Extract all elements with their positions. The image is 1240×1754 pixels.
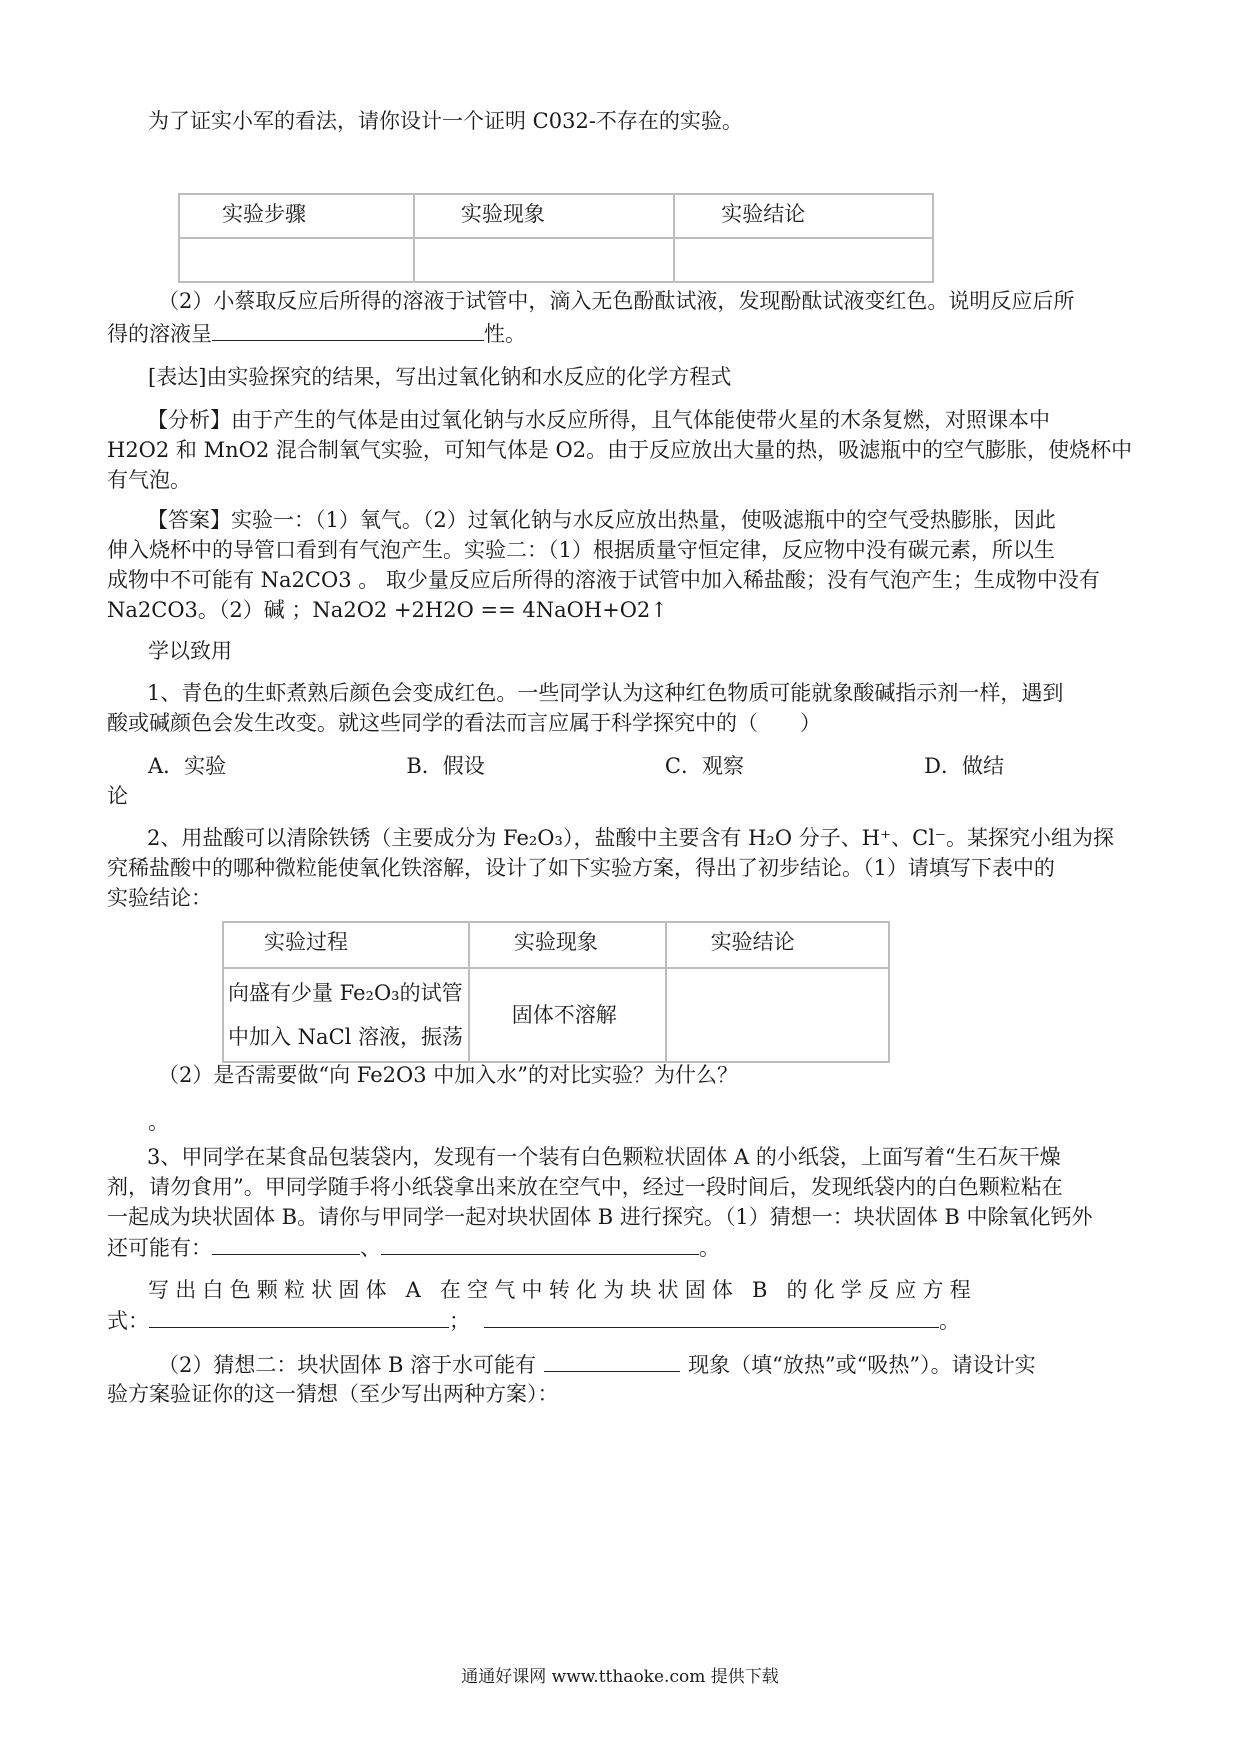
answer-blank-substance-1[interactable] xyxy=(212,1232,360,1255)
analysis-line1: 【分析】由于产生的气体是由过氧化钠与水反应所得，且气体能使带火星的木条复燃，对照课本中 xyxy=(147,408,1050,432)
q2b-line2: 究稀盐酸中的哪种微粒能使氧化铁溶解，设计了如下实验方案，得出了初步结论。（1）请填写下表中的 xyxy=(107,856,1055,880)
table2-cell-conclusion[interactable] xyxy=(666,968,889,1062)
q3-line3: 一起成为块状固体 B。请你与甲同学一起对块状固体 B 进行探究。（1）猜想一：块状固体 B 中除氧化钙外 xyxy=(107,1205,1093,1229)
q3-line7 xyxy=(158,1349,1036,1380)
q3-line8: 验方案验证你的这一猜想（至少写出两种方案）： xyxy=(107,1382,559,1406)
q3-line4-prefix: 还可能有： xyxy=(107,1236,212,1260)
q2b-line3: 实验结论： xyxy=(107,886,212,910)
table1-header-phenomenon: 实验现象 xyxy=(414,194,674,238)
q3-line4-end: 。 xyxy=(699,1236,720,1260)
q3-line6-sep: ； xyxy=(449,1309,470,1333)
q3-line4-sep: 、 xyxy=(360,1236,381,1260)
q1-option-c[interactable]: C．观察 xyxy=(664,754,744,778)
table1-cell-phenomenon[interactable] xyxy=(414,238,674,282)
q1-option-d-wrap: 论 xyxy=(107,784,128,808)
q1-option-d[interactable]: D．做结 xyxy=(924,754,1004,778)
q2-line1: （2）小蔡取反应后所得的溶液于试管中，滴入无色酚酞试液，发现酚酞试液变红色。说明反应后所 xyxy=(158,289,1075,313)
table2-header-phenomenon: 实验现象 xyxy=(469,922,666,968)
footer-text: 通通好课网 www.tthaoke.com 提供下载 xyxy=(461,1667,779,1687)
table2-header-conclusion: 实验结论 xyxy=(666,922,889,968)
express-text: [表达]由实验探究的结果，写出过氧化钠和水反应的化学方程式 xyxy=(148,365,732,389)
q3-line4 xyxy=(107,1232,720,1263)
q2b-sub2: （2）是否需要做“向 Fe2O3 中加入水”的对比实验？为什么？ xyxy=(158,1063,738,1087)
q3-line2: 剂，请勿食用”。甲同学随手将小纸袋拿出来放在空气中，经过一段时间后，发现纸袋内的白色颗粒粘在 xyxy=(107,1175,1063,1199)
q2b-line1: 2、用盐酸可以清除铁锈（主要成分为 Fe₂O₃），盐酸中主要含有 H₂O 分子、H⁺、Cl⁻。某探究小组为探 xyxy=(147,826,1115,850)
answer-line4: Na2CO3。（2）碱 ；Na2O2 +2H2O == 4NaOH+O2↑ xyxy=(107,598,668,622)
answer-blank-solution-nature[interactable] xyxy=(212,318,484,341)
q2b-answer-blank-period[interactable]: 。 xyxy=(148,1110,169,1134)
q1-option-a[interactable]: A．实验 xyxy=(148,754,227,778)
answer-blank-equation-2[interactable] xyxy=(484,1305,939,1328)
analysis-line2: H2O2 和 MnO2 混合制氧气实验，可知气体是 O2。由于反应放出大量的热，吸滤瓶中的空气膨胀，使烧杯中 xyxy=(107,438,1133,462)
q3-line7-suffix: 现象（填“放热”或“吸热”）。请设计实 xyxy=(688,1353,1036,1377)
table2-process-line1: 向盛有少量 Fe₂O₃的试管 xyxy=(228,981,463,1005)
experiment-table-2 xyxy=(222,921,890,1063)
table2-process-line2: 中加入 NaCl 溶液，振荡 xyxy=(228,1025,464,1049)
q2-line2-prefix: 得的溶液呈 xyxy=(107,322,212,346)
table1-cell-conclusion[interactable] xyxy=(674,238,933,282)
answer-blank-substance-2[interactable] xyxy=(381,1232,699,1255)
q2-line2-suffix: 性。 xyxy=(484,322,526,346)
q3-line1: 3、甲同学在某食品包装袋内，发现有一个装有白色颗粒状固体 A 的小纸袋，上面写着“生石灰干燥 xyxy=(147,1145,1061,1169)
q1-options xyxy=(148,751,1004,781)
experiment-table-1 xyxy=(178,193,934,283)
q3-line7-prefix: （2）猜想二：块状固体 B 溶于水可能有 xyxy=(158,1353,537,1377)
apply-title: 学以致用 xyxy=(148,639,232,663)
q1-line1: 1、青色的生虾煮熟后颜色会变成红色。一些同学认为这种红色物质可能就象酸碱指示剂一样，遇到 xyxy=(147,681,1064,705)
q3-line6-end: 。 xyxy=(939,1309,960,1333)
intro-text: 为了证实小军的看法，请你设计一个证明 C032-不存在的实验。 xyxy=(148,109,743,133)
table2-header-process: 实验过程 xyxy=(223,922,469,968)
answer-blank-equation-1[interactable] xyxy=(149,1305,449,1328)
q3-line5: 写出白色颗粒状固体 A 在空气中转化为块状固体 B 的化学反应方程 xyxy=(148,1278,977,1302)
q3-line6 xyxy=(107,1305,960,1336)
table1-header-steps: 实验步骤 xyxy=(179,194,414,238)
answer-line3: 成物中不可能有 Na2CO3 。 取少量反应后所得的溶液于试管中加入稀盐酸；没有气泡产生；生成物中没有 xyxy=(107,568,1100,592)
q2-line2 xyxy=(107,318,526,349)
answer-line1: 【答案】实验一：（1）氧气。（2）过氧化钠与水反应放出热量，使吸滤瓶中的空气受热膨胀，因此 xyxy=(147,508,1056,532)
table1-cell-steps[interactable] xyxy=(179,238,414,282)
q1-line2: 酸或碱颜色会发生改变。就这些同学的看法而言应属于科学探究中的（ ） xyxy=(107,711,821,735)
answer-line2: 伸入烧杯中的导管口看到有气泡产生。实验二：（1）根据质量守恒定律，反应物中没有碳元素，所以生 xyxy=(107,538,1055,562)
q1-option-b[interactable]: B．假设 xyxy=(406,754,485,778)
analysis-line3: 有气泡。 xyxy=(107,468,191,492)
answer-blank-heat[interactable] xyxy=(544,1349,680,1372)
q3-line6-prefix: 式： xyxy=(107,1309,149,1333)
table1-header-conclusion: 实验结论 xyxy=(674,194,933,238)
table2-cell-process xyxy=(223,968,469,1062)
table2-cell-phenomenon: 固体不溶解 xyxy=(469,968,666,1062)
